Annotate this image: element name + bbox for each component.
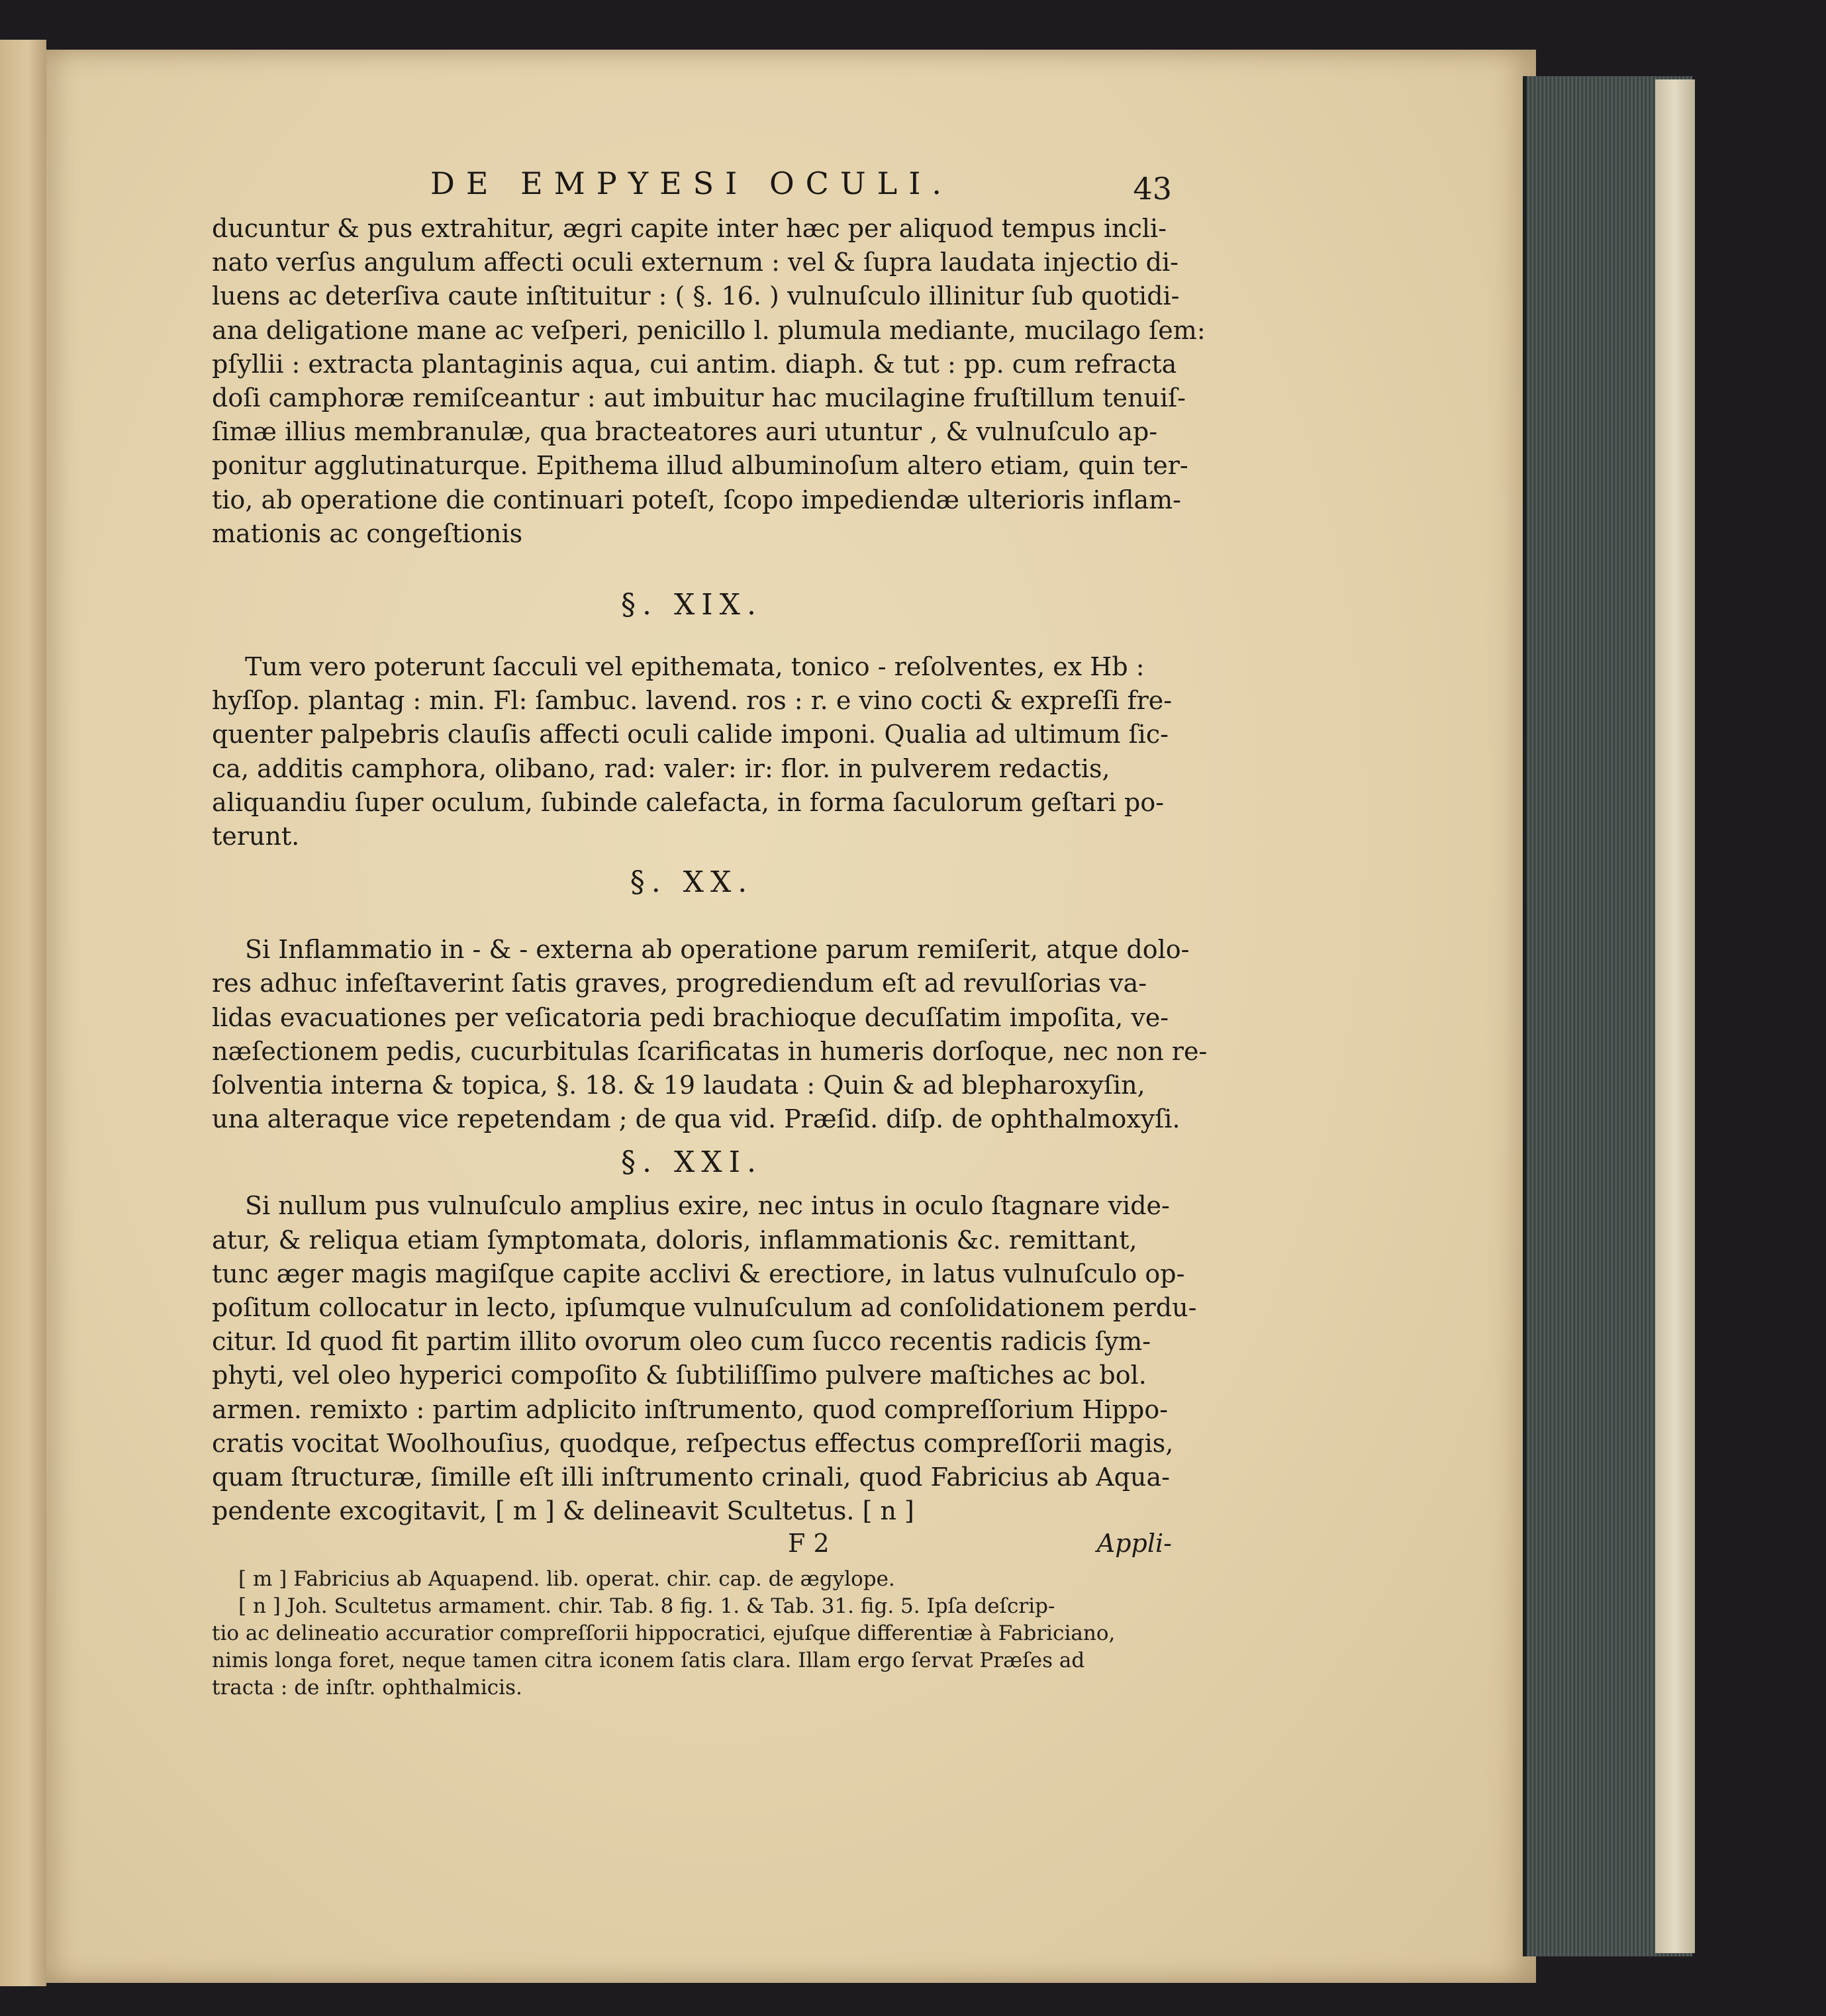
footnote-line: tio ac delineatio accuratior compreſſorii hippocratici, ejuſque differentiæ à Fabriciano,	[212, 1621, 1116, 1645]
text-line: atur, & reliqua etiam ſymptomata, doloris, inflammationis &c. remittant,	[212, 1225, 1137, 1255]
page-number: 43	[1133, 171, 1172, 207]
signature-line	[212, 1529, 1172, 1562]
catchword: Appli-	[1096, 1528, 1172, 1558]
text-line: lidas evacuationes per veſicatoria pedi brachioque decuſſatim impoſita, ve-	[212, 1002, 1169, 1032]
text-line: pendente excogitavit, [ m ] & delineavit Scultetus. [ n ]	[212, 1496, 914, 1526]
facing-page-edge	[0, 40, 46, 1986]
footnote-m: [ m ] Fabricius ab Aquapend. lib. operat. chir. cap. de ægylope.	[238, 1566, 895, 1591]
text-line: ducuntur & pus extrahitur, ægri capite inter hæc per aliquod tempus incli-	[212, 214, 1167, 243]
text-line: ponitur agglutinaturque. Epithema illud albuminoſum altero etiam, quin ter-	[212, 451, 1188, 481]
text-line: poſitum collocatur in lecto, ipſumque vulnuſculum ad conſolidationem perdu-	[212, 1293, 1197, 1323]
page-header	[212, 166, 1172, 212]
text-line: citur. Id quod fit partim illito ovorum oleo cum ſucco recentis radicis ſym-	[212, 1327, 1151, 1357]
signature-mark: F 2	[788, 1528, 830, 1558]
footnote-line: tracta : de inſtr. ophthalmicis.	[212, 1675, 522, 1700]
paragraph-4	[212, 1189, 1197, 1528]
text-line: Si Inflammatio in - & - externa ab operatione parum remiſerit, atque dolo-	[245, 935, 1190, 965]
text-line: pſyllii : extracta plantaginis aqua, cui antim. diaph. & tut : pp. cum refracta	[212, 349, 1177, 379]
footnote-n: [ n ] Joh. Scultetus armament. chir. Tab. 8 fig. 1. & Tab. 31. fig. 5. Ipſa deſcrip-	[238, 1594, 1055, 1618]
footnotes	[212, 1566, 1172, 1702]
text-line: quenter palpebris clauſis affecti oculi calide imponi. Qualia ad ultimum ſic-	[212, 720, 1169, 749]
text-line: hyſſop. plantag : min. Fl: ſambuc. lavend. ros : r. e vino cocti & expreſſi fre-	[212, 686, 1173, 716]
paragraph-2	[212, 650, 1172, 853]
book-cover-edge	[1655, 79, 1695, 1953]
text-line: mationis ac congeſtionis	[212, 518, 523, 548]
text-line: cratis vocitat Woolhouſius, quodque, reſpectus effectus compreſſorii magis,	[212, 1428, 1174, 1458]
text-line: armen. remixto : partim adplicito inſtrumento, quod compreſſorium Hippo-	[212, 1394, 1169, 1424]
text-line: næſectionem pedis, cucurbitulas ſcarificatas in humeris dorſoque, nec non re-	[212, 1036, 1208, 1066]
text-line: ſimæ illius membranulæ, qua bracteatores auri utuntur , & vulnuſculo ap-	[212, 417, 1158, 447]
text-line: res adhuc infeſtaverint ſatis graves, progrediendum eſt ad revulſorias va-	[212, 969, 1147, 998]
text-line: ana deligatione mane ac veſperi, penicillo l. plumula mediante, mucilago ſem:	[212, 315, 1206, 345]
text-line: Si nullum pus vulnuſculo amplius exire, nec intus in oculo ſtagnare vide-	[245, 1191, 1170, 1221]
text-line: quam ſtructuræ, ſimille eſt illi inſtrumento crinali, quod Fabricius ab Aqua-	[212, 1463, 1170, 1492]
text-line: luens ac deterſiva caute inſtituitur : ( §. 16. ) vulnuſculo illinitur ſub quotidi-	[212, 281, 1180, 311]
running-head: DE EMPYESI OCULI.	[430, 166, 953, 201]
text-line: nato verſus angulum affecti oculi externum : vel & ſupra laudata injectio di-	[212, 248, 1178, 277]
text-line: tio, ab operatione die continuari poteſt, ſcopo impediendæ ulterioris inflam-	[212, 485, 1181, 514]
text-line: una alteraque vice repetendam ; de qua vid. Præſid. diſp. de ophthalmoxyſi.	[212, 1104, 1180, 1134]
section-heading-20: §. XX.	[630, 865, 754, 900]
text-line: aliquandiu ſuper oculum, ſubinde calefacta, in forma ſaculorum geſtari po-	[212, 787, 1165, 817]
section-heading-19: §. XIX.	[621, 588, 763, 622]
text-line: Tum vero poterunt ſacculi vel epithemata, tonico - reſolventes, ex Hb :	[245, 652, 1145, 682]
section-heading-21: §. XXI.	[621, 1145, 763, 1180]
paragraph-1	[212, 212, 1206, 551]
text-line: phyti, vel oleo hyperici compoſito & ſubtiliſſimo pulvere maſtiches ac bol.	[212, 1361, 1147, 1390]
text-line: ca, additis camphora, olibano, rad: valer: ir: flor. in pulverem redactis,	[212, 753, 1110, 783]
text-line: ſolventia interna & topica, §. 18. & 19 laudata : Quin & ad blepharoxyſin,	[212, 1071, 1145, 1100]
page-text	[212, 166, 1208, 1702]
text-line: tunc æger magis magiſque capite acclivi & erectiore, in latus vulnuſculo op-	[212, 1259, 1185, 1288]
text-line: terunt.	[212, 822, 300, 851]
paragraph-3	[212, 933, 1208, 1136]
footnote-line: nimis longa foret, neque tamen citra iconem ſatis clara. Illam ergo ſervat Præſes ad	[212, 1648, 1085, 1672]
text-line: doſi camphoræ remiſceantur : aut imbuitur hac mucilagine fruſtillum tenuiſ-	[212, 383, 1186, 413]
